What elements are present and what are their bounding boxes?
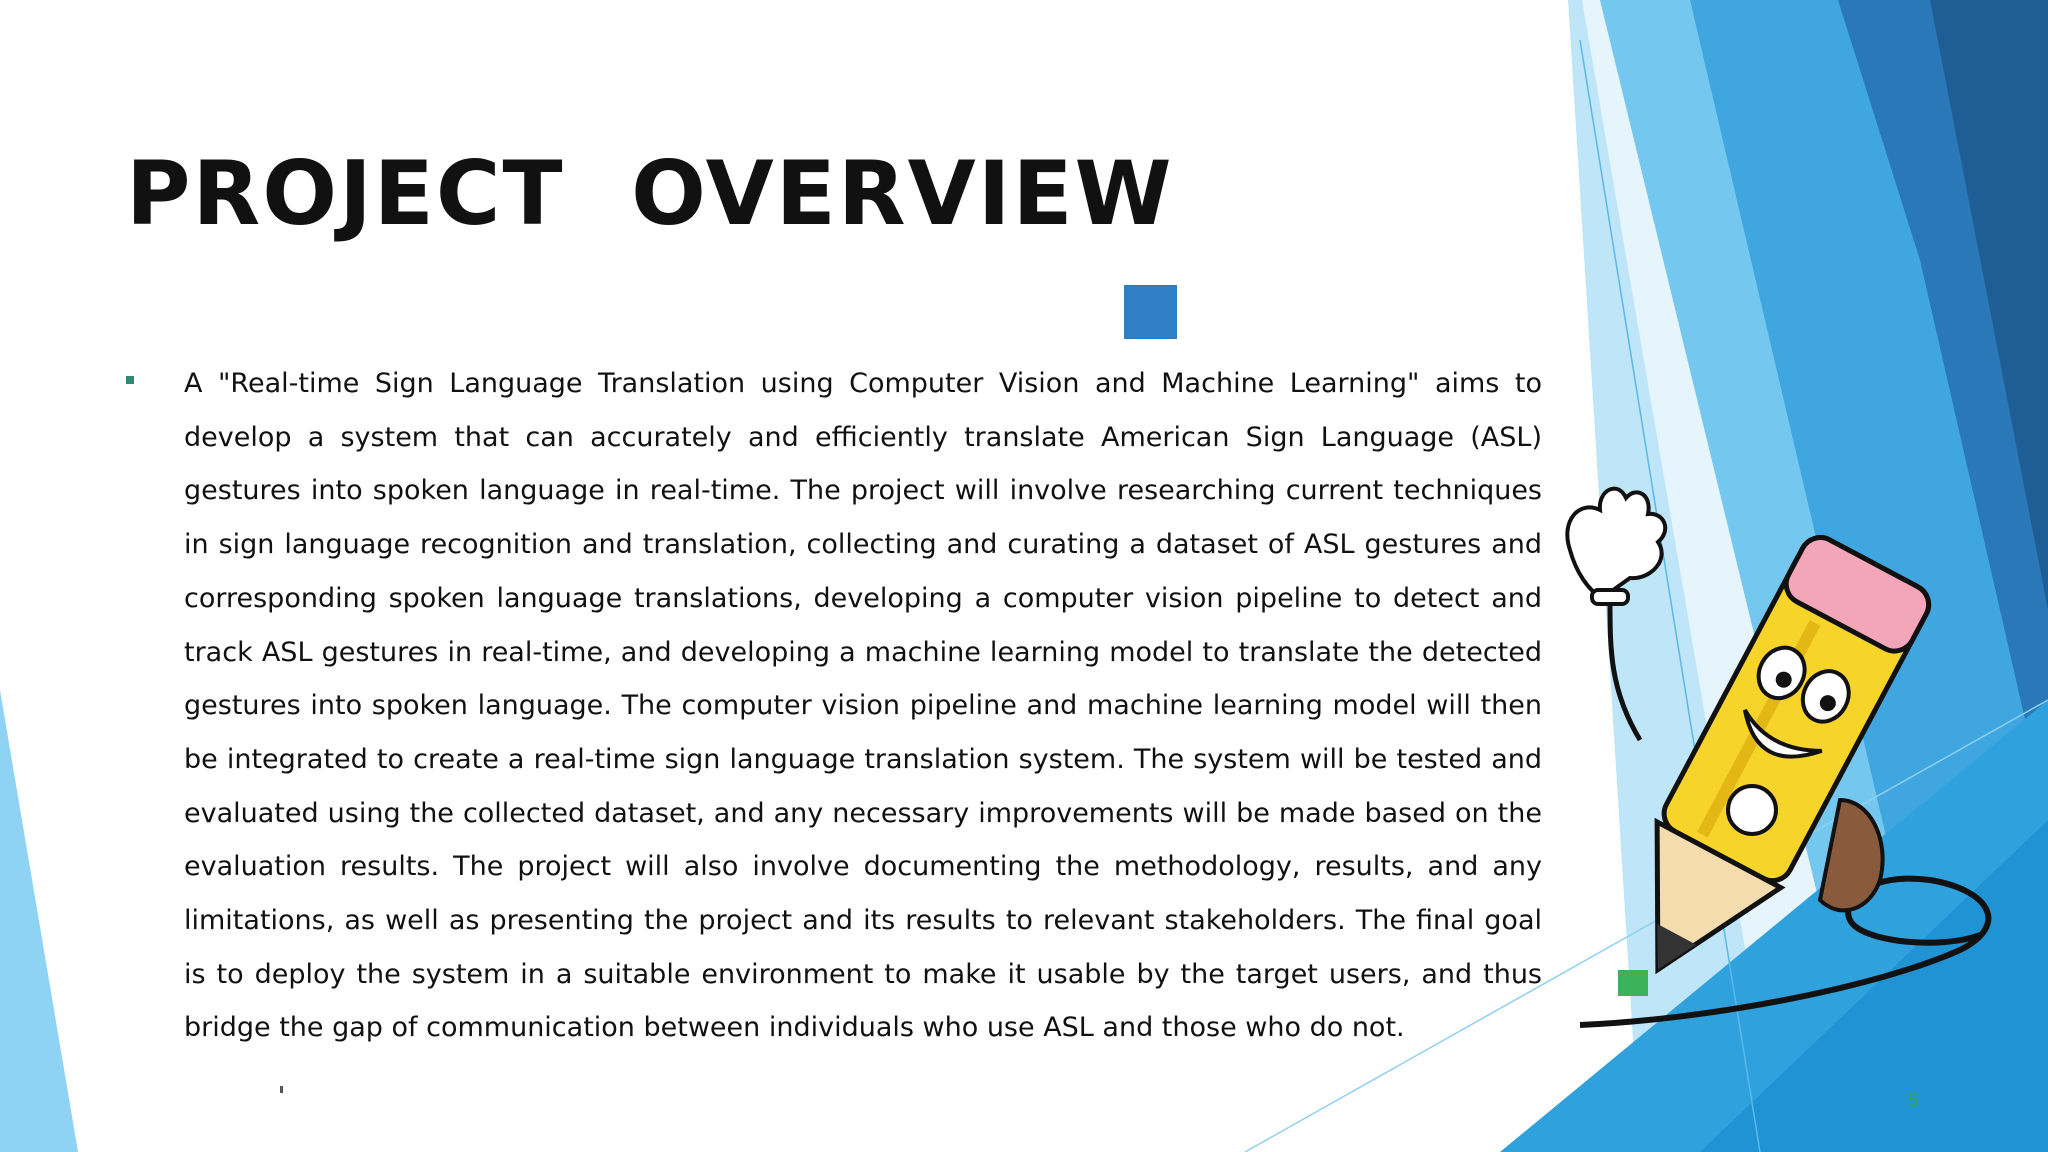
mascot-glove-icon xyxy=(1567,489,1665,604)
pencil-mascot-waving-icon xyxy=(1540,480,2000,1060)
mascot-swirl-line xyxy=(1580,879,1988,1025)
overview-paragraph: A "Real-time Sign Language Translation using Computer Vision and Machine Learning" aims to develop a system that can accurately and efficiently translate American Sign Language (ASL) gestures into spoken language in real-time. The project will involve researching current techniques in sign language recognition and translation, collecting and curating a dataset of ASL gestures and corresponding spoken language translations, developing a computer vision pipeline to detect and track ASL gestures in real-time, and developing a machine learning model to translate the detected gestures into spoken language. The computer vision pipeline and machine learning model will then be integrated to create a real-time sign language translation system. The system will be tested and evaluated using the collected dataset, and any necessary improvements will be made based on the evaluation results. The project will also involve documenting the methodology, results, and any limitations, as well as presenting the project and its results to relevant stakeholders. The final goal is to deploy the system in a suitable environment to make it usable by the target users, and thus bridge the gap of communication between individuals who use ASL and those who do not. xyxy=(184,368,1542,1044)
bullet-marker xyxy=(126,376,134,384)
accent-square xyxy=(1124,285,1177,339)
mascot-hand xyxy=(1728,786,1776,834)
slide-title: PROJECT OVERVIEW xyxy=(126,142,1174,245)
stray-mark xyxy=(280,1086,283,1093)
mascot-bag xyxy=(1820,800,1883,910)
mascot-arm xyxy=(1610,600,1640,740)
green-accent-block xyxy=(1618,970,1648,996)
mascot-pencil-body xyxy=(1596,531,1936,1003)
left-facet-shape xyxy=(0,690,78,1152)
page-number: 5 xyxy=(1908,1090,1920,1112)
